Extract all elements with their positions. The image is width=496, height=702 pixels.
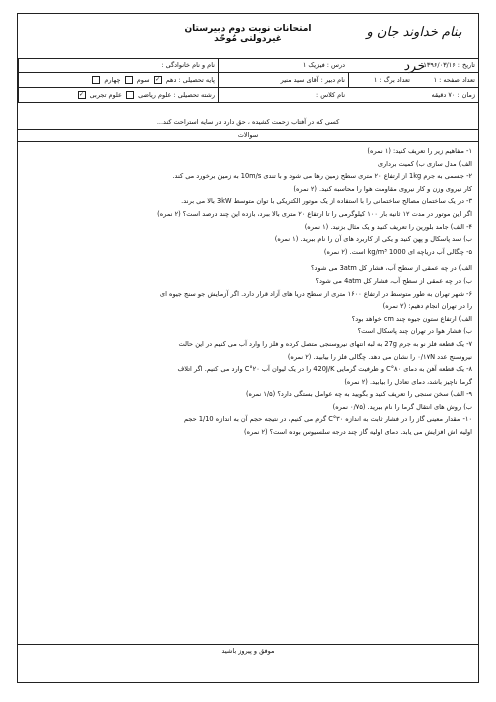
- page-count-field: تعداد صفحه : ۱: [433, 76, 475, 84]
- question-line: ۱۰- مقدار معینی گاز را در فشار ثابت به اندازه ۳۰°C گرم می کنیم، در نتیجه حجم آن به اندازه 1/10 حجم: [183, 415, 472, 424]
- logo-calligraphy: بنام خداوند جان و خرد: [366, 25, 462, 74]
- field-option: علوم تجربی: [89, 91, 122, 99]
- questions-list: [24, 145, 472, 625]
- question-line: ب) در چه عمقی از سطح آب، فشار کل 4atm می شود؟: [315, 276, 472, 285]
- question-line: گرما ناچیز باشد، دمای تعادل را بیابید. (۲ نمره): [344, 377, 472, 386]
- info-row: [18, 88, 478, 103]
- question-line: ۹- الف) سخن سنجی را تعریف کنید و بگویید به چه عوامل بستگی دارد؟ (۱/۵ نمره): [245, 390, 472, 399]
- info-row: [18, 73, 478, 88]
- question-line: ب) فشار هوا در تهران چند پاسکال است؟: [357, 327, 472, 336]
- exam-title: امتحانات نوبت دوم دبیرستان غیردولتی مُوحّد: [184, 24, 312, 44]
- question-line: نیروسنج عدد ۰/۱۷N را نشان می دهد. چگالی فلز را بیابید. (۲ نمره): [287, 352, 472, 361]
- question-line: الف) ارتفاع ستون جیوه چند cm خواهد بود؟: [351, 314, 472, 323]
- grade-label: پایه تحصیلی : دهم: [165, 76, 215, 84]
- checkbox-icon: [92, 76, 100, 84]
- motto: کسی که در آفتاب زحمت کشیده ، حق دارد در سایه استراحت کند...: [18, 115, 478, 130]
- class-name-field: نام کلاس :: [218, 88, 348, 102]
- question-line: ۸- یک قطعه آهن به دمای ۸۰°C و ظرفیت گرمایی 420J/K را در یک لیوان آب ۲۰°C وارد می کنیم. اگر اتلاف: [177, 365, 472, 374]
- question-line: ۲- جسمی به جرم 1kg از ارتفاع ۲۰ متری سطح زمین رها می شود و با تندی 10m/s به زمین برخورد می کند.: [172, 172, 472, 181]
- question-line: ۳- در یک ساختمان مصالح ساختمانی را با استفاده از یک موتور الکتریکی با توان متوسط 3kW بالا می برند.: [181, 197, 472, 206]
- duration-field: زمان : ۷۰ دقیقه: [431, 91, 475, 99]
- checkbox-icon: ✓: [155, 76, 161, 83]
- checkbox-icon: [126, 91, 134, 99]
- question-line: ۵- چگالی آب دریاچه ای 1000 kg/m³ است. (۲ نمره): [323, 247, 472, 256]
- question-line: اگر این موتور در مدت ۱۲ ثانیه بار ۱۰۰ کیلوگرمی را تا ارتفاع ۲۰ متری بالا ببرد، بازده این چند درصد است؟ (۲ نمره): [157, 209, 472, 218]
- field-label: رشته تحصیلی : علوم ریاضی: [138, 91, 215, 99]
- grade-field: [18, 73, 218, 87]
- student-name-field: نام و نام خانوادگی :: [18, 58, 218, 72]
- checkbox-icon: [125, 76, 133, 84]
- date-field: تاریخ : ۱۳۹۶/۰۳/۱۶: [423, 61, 475, 69]
- question-line: کار نیروی وزن و کار نیروی مقاومت هوا را محاسبه کنید. (۲ نمره): [293, 184, 472, 193]
- section-title: سوالات: [18, 129, 478, 142]
- question-line: ب) روش های انتقال گرما را نام ببرید. (۰/۷۵ نمره): [332, 402, 472, 411]
- grade-option: سوم: [136, 76, 150, 84]
- info-grid: [18, 58, 478, 118]
- sheet-count-field: تعداد برگ : ۱: [348, 73, 413, 87]
- question-line: ب) سد پاسکال و پهن کنید و یکی از کاربرد های آن را نام ببرید. (۱ نمره): [274, 235, 472, 244]
- question-line: ۴- الف) جامد بلورین را تعریف کنید و یک مثال بزنید. (۱ نمره): [304, 222, 472, 231]
- question-line: الف) در چه عمقی از سطح آب، فشار کل 3atm می شود؟: [311, 264, 472, 273]
- grade-option: چهارم: [104, 76, 121, 84]
- question-line: ۶- شهر تهران به طور متوسط در ارتفاع ۱۶۰۰ متری از سطح دریا های آزاد قرار دارد. اگر آزمایش جو سنج جیوه ای: [159, 289, 472, 298]
- subject-field: درس : فیزیک ۱: [218, 58, 348, 72]
- question-line: را در تهران انجام دهیم: (۲ نمره): [382, 302, 472, 311]
- exam-frame: [17, 13, 479, 683]
- question-line: ۱- مفاهیم زیر را تعریف کنید: (۱ نمره): [367, 147, 472, 155]
- question-line: ۷- یک قطعه فلز نو به جرم 27g به لبه انتهای نیروسنجی متصل کرده و فلز را وارد آب می کنیم در این حالت: [178, 339, 472, 348]
- checkbox-icon: ✓: [79, 91, 85, 98]
- question-line: اولیه اش افزایش می یابد. دمای اولیه گاز چند درجه سلسیوس بوده است؟ (۲ نمره): [244, 428, 472, 437]
- field-of-study: [18, 88, 218, 102]
- question-line: الف) مدل سازی ب) کمیت برداری: [377, 159, 472, 168]
- teacher-field: نام دبیر : آقای سید منیر: [218, 73, 348, 87]
- closing-message: موفق و پیروز باشید: [18, 644, 478, 657]
- info-row: [18, 58, 478, 73]
